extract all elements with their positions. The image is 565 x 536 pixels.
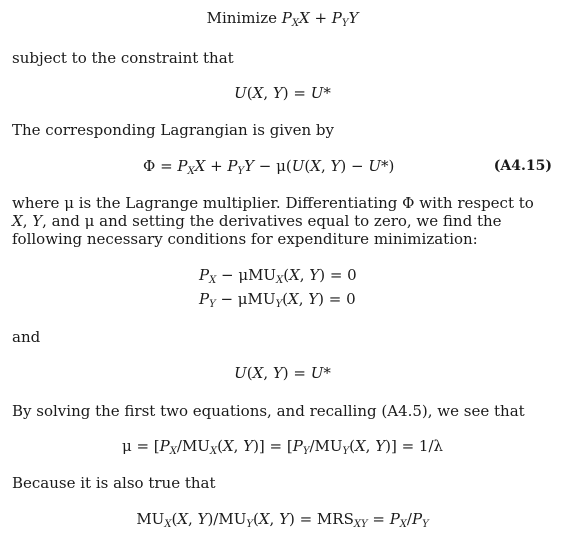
equation-number: (A4.15) bbox=[493, 158, 552, 174]
lagrangian-equation: $\Phi = P_XX + P_YY - \mu(U(X$, Y) − U*) bbox=[143, 157, 395, 177]
constraint-intro: subject to the constraint that bbox=[12, 49, 234, 67]
mrs-equation: $MU_X(X$, $Y)/MU_Y(X$, $Y) = MRS_{XY} = P_X/P_Y$ bbox=[136, 510, 429, 530]
solving-intro: By solving the first two equations, and recalling (A4.5), we see that bbox=[12, 402, 525, 420]
constraint-equation-2: U(X, Y) = U* bbox=[234, 364, 331, 382]
lagrangian-intro: The corresponding Lagrangian is given by bbox=[12, 121, 334, 139]
mu-result-equation: $\mu = [P_X/MU_X(X$, $Y)] = [P_Y/MU_Y(X$, Y)] = 1/λ bbox=[121, 437, 444, 457]
condition-x: $P_X - \mu MU_X(X$, Y) = 0 bbox=[199, 266, 357, 286]
condition-y: $P_Y - \mu MU_Y(X$, Y) = 0 bbox=[199, 290, 356, 310]
objective-equation: Minimize $P_XX + P_YY$ bbox=[206, 9, 359, 29]
because-intro: Because it is also true that bbox=[12, 474, 216, 492]
and-word: and bbox=[12, 328, 41, 346]
multiplier-paragraph: where μ is the Lagrange multiplier. Differentiating Φ with respect to X, Y, and μ and setting the derivatives equal to zero, we find the following necessary conditions for expenditure minimization: bbox=[12, 194, 534, 248]
constraint-equation: U(X, Y) = U* bbox=[234, 84, 331, 102]
